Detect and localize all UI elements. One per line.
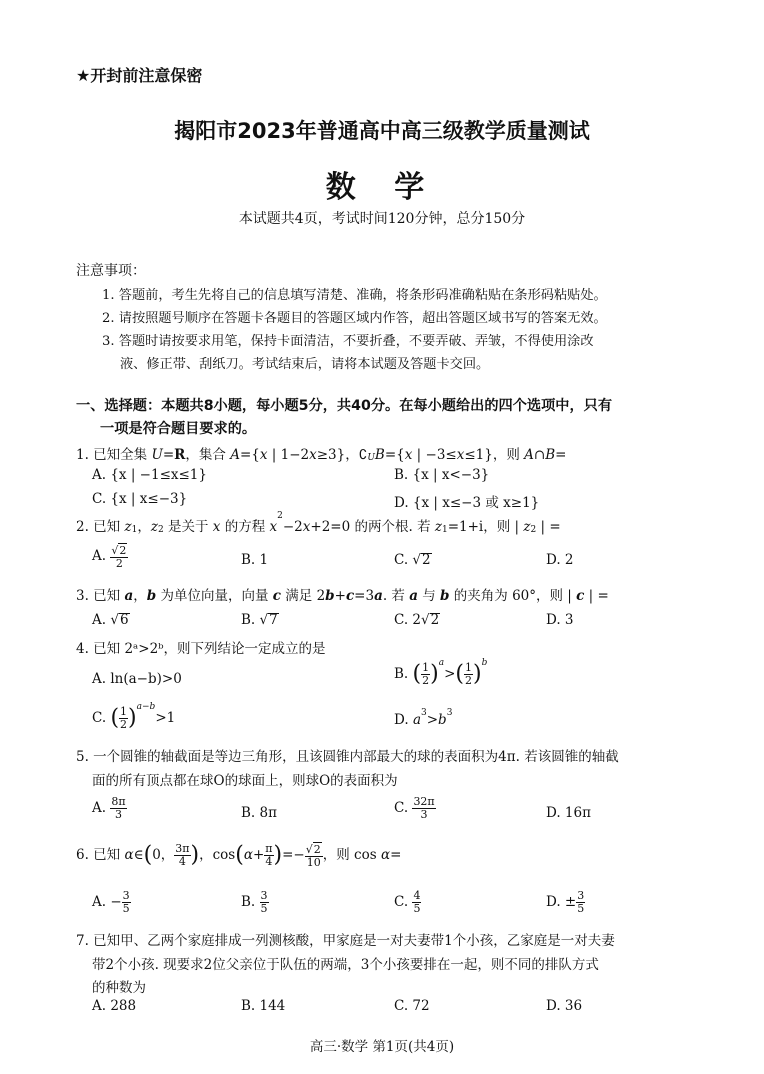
q3-option-d: D. 3 [546, 612, 574, 628]
q5-option-d: D. 16π [546, 805, 591, 821]
q2-option-d: D. 2 [546, 552, 574, 568]
question-6-stem: 6. 已知 α∈(0， $\frac{3\pi}{4}$ )，cos(α+ $\frac{\pi}{4}$ )=− $\frac{√2}{10}$ ，则 cos α= [76, 842, 402, 869]
subject-title: 数 学 [325, 170, 439, 205]
q2-option-c: C. √2 [394, 552, 431, 568]
exam-info: 本试题共4页，考试时间120分钟，总分150分 [238, 211, 526, 227]
notice-item: 液、修正带、刮纸刀。考试结束后，请将本试题及答题卡交回。 [120, 357, 490, 372]
notice-item: 3. 答题时请按要求用笔，保持卡面清洁，不要折叠，不要弄破、弄皱，不得使用涂改 [102, 334, 594, 349]
q6-option-d: D. ± $\frac{3}{5}$ [546, 889, 585, 915]
q7-option-a: A. 288 [92, 998, 137, 1014]
q1-option-b: B. {x | x<−3} [394, 467, 490, 483]
page-footer: 高三·数学 第1页(共4页) [309, 1039, 455, 1055]
q6-option-c: C. $\frac{4}{5}$ [394, 889, 421, 915]
q1-option-d: D. {x | x≤−3 或 x≥1} [394, 495, 540, 511]
question-7-stem-cont: 带2个小孩. 现要求2位父亲位于队伍的两端，3个小孩要排在一起，则不同的排队方式 [92, 957, 599, 973]
q4-option-d: D. $a^3>b^3$ [394, 708, 453, 728]
q5-option-b: B. 8π [241, 805, 277, 821]
question-5-stem: 5. 一个圆锥的轴截面是等边三角形，且该圆锥内部最大的球的表面积为4π. 若该圆锥的轴截 [76, 749, 619, 765]
q1-option-a: A. {x | −1≤x≤1} [92, 467, 207, 483]
q4-option-a: A. ln(a−b)>0 [92, 671, 182, 687]
q6-option-b: B. $\frac{3}{5}$ [241, 889, 268, 915]
confidential-note: ★开封前注意保密 [76, 66, 203, 85]
question-3-stem: 3. 已知 a，b 为单位向量，向量 c 满足 2b+c=3a. 若 a 与 b 的夹角为 60°，则 | c | = [76, 588, 609, 604]
q5-option-a: A. $\frac{8\pi}{3}$ [92, 795, 126, 821]
section-heading-cont: 一项是符合题目要求的。 [100, 421, 257, 437]
q1-option-c: C. {x | x≤−3} [92, 491, 188, 507]
notice-heading: 注意事项： [76, 263, 146, 279]
q7-option-b: B. 144 [241, 998, 286, 1014]
q3-option-b: B. √7 [241, 612, 278, 628]
q3-option-a: A. √6 [92, 612, 129, 628]
q4-option-c: C. ( $\frac{1}{2}$ )$^{a-b}$>1 [92, 702, 176, 731]
q4-option-b: B. ( $\frac{1}{2}$ )$^a$>( $\frac{1}{2}$ )$^b$ [394, 658, 488, 687]
q6-option-a: A. − $\frac{3}{5}$ [92, 889, 130, 915]
notice-item: 1. 答题前，考生先将自己的信息填写清楚、准确，将条形码准确粘贴在条形码粘贴处。 [102, 288, 607, 303]
notice-item: 2. 请按照题号顺序在答题卡各题目的答题区域内作答，超出答题区域书写的答案无效。 [102, 311, 607, 326]
exam-title: 揭阳市2023年普通高中高三级教学质量测试 [174, 119, 590, 143]
question-7-stem: 7. 已知甲、乙两个家庭排成一列测核酸，甲家庭是一对夫妻带1个小孩，乙家庭是一对夫妻 [76, 933, 615, 949]
q7-option-c: C. 72 [394, 998, 430, 1014]
q5-option-c: C. $\frac{32\pi}{3}$ [394, 795, 435, 821]
section-heading: 一、选择题：本题共8小题，每小题5分，共40分。在每小题给出的四个选项中，只有 [76, 398, 613, 414]
q2-option-b: B. 1 [241, 552, 269, 568]
q3-option-c: C. 2√2 [394, 612, 440, 628]
question-5-stem-cont: 面的所有顶点都在球O的球面上，则球O的表面积为 [92, 773, 398, 789]
question-7-stem-cont2: 的种数为 [92, 980, 146, 996]
question-1-stem: 1. 已知全集 U=R，集合 A={x | 1−2x≥3}，∁UB={x | −3≤x≤1}，则 A∩B= [76, 447, 567, 463]
question-4-stem: 4. 已知 2ᵃ>2ᵇ，则下列结论一定成立的是 [76, 641, 326, 657]
q7-option-d: D. 36 [546, 998, 583, 1014]
question-2-stem: 2. 已知 z1，z2 是关于 x 的方程 $x^2-2x+2=0$ 的两个根. 若 z1=1+i，则 | z2 | = [76, 511, 561, 535]
q2-option-a: A. $\frac{√2}{2}$ [92, 544, 127, 570]
